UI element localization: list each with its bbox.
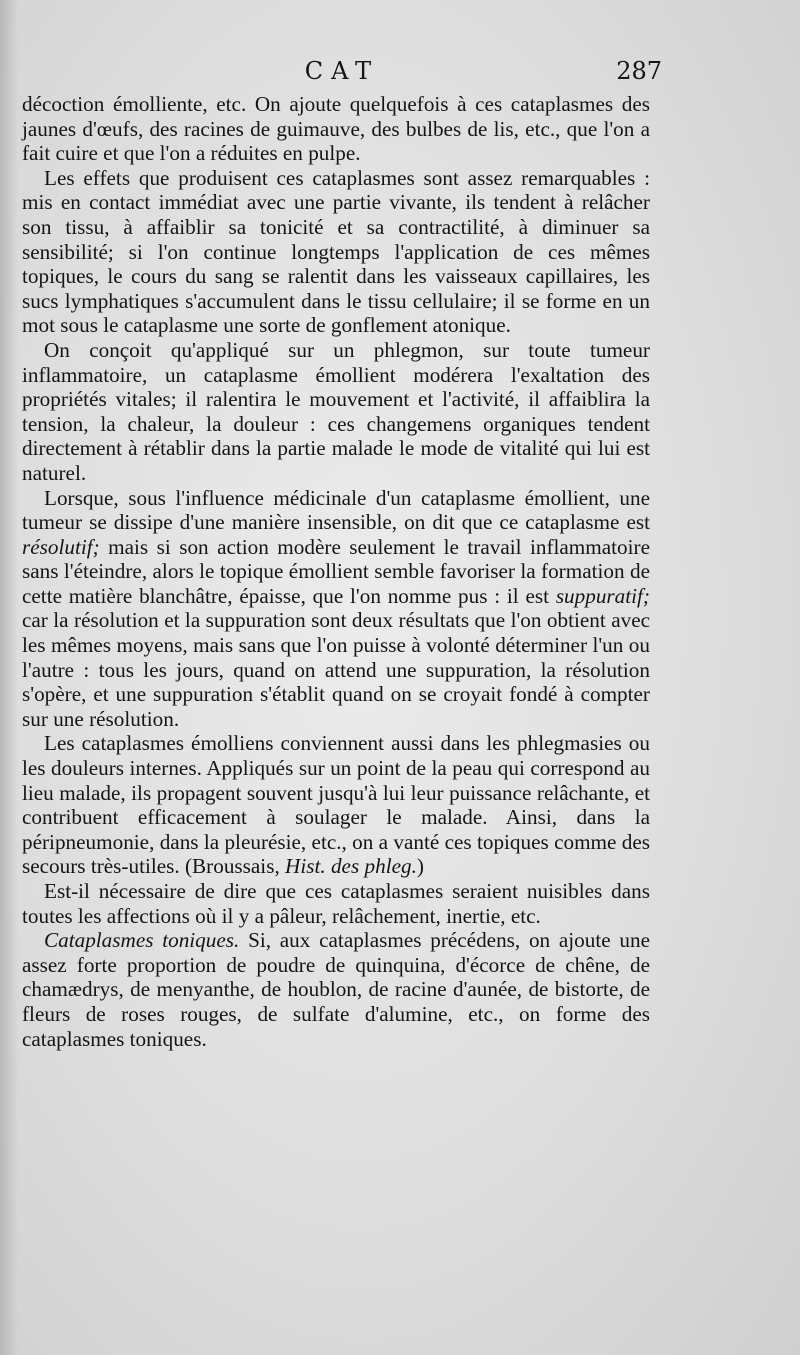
paragraph	[22, 928, 650, 1051]
paragraph	[22, 486, 650, 732]
paragraph	[22, 92, 650, 166]
paragraph	[22, 879, 650, 928]
italic-text: suppuratif;	[555, 583, 650, 608]
gutter-shadow	[0, 0, 18, 1355]
text-segment: Les cataplasmes émolliens conviennent aussi dans les phlegmasies ou les douleurs internes. Appliqués sur un point de la peau qui correspond au lieu malade, ils propagent souvent jusqu'à lui leur puissance relâchante, et contribuent efficacement à soulager le malade. Ainsi, dans la péripneumonie, dans la pleurésie, etc., on a vanté ces topiques comme des secours très-utiles. (Broussais,	[22, 731, 650, 879]
text-segment: Les effets que produisent ces cataplasmes sont assez remarquables : mis en contact immédiat avec une partie vivante, ils tendent à relâcher son tissu, à affaiblir sa tonicité et sa contractilité, à diminuer sa sensibilité; si l'on continue longtemps l'application de ces mêmes topiques, le cours du sang se ralentit dans les vaisseaux capillaires, les sucs lymphatiques s'accumulent dans le tissu cellulaire; il se forme en un mot sous le cataplasme une sorte de gonflement atonique.	[22, 165, 650, 338]
text-segment: car la résolution et la suppuration sont deux résultats que l'on obtient avec les mêmes moyens, mais sans que l'on puisse à volonté déterminer l'un ou l'autre : tous les jours, quand on attend une suppuration, la résolution s'opère, et une suppuration s'établit quand on se croyait fondé à compter sur une résolution.	[22, 608, 650, 731]
italic-text: Hist. des phleg.	[285, 854, 417, 879]
text-segment: décoction émolliente, etc. On ajoute quelquefois à ces cataplasmes des jaunes d'œufs, des racines de guimauve, des bulbes de lis, etc., que l'on a fait cuire et que l'on a réduites en pulpe.	[22, 92, 650, 166]
text-segment: Est-il nécessaire de dire que ces cataplasmes seraient nuisibles dans toutes les affections où il y a pâleur, relâchement, inertie, etc.	[22, 879, 650, 928]
text-segment: mais si son action modère seulement le travail inflammatoire sans l'éteindre, alors le topique émollient semble favoriser la formation de cette matière blanchâtre, épaisse, que l'on nomme pus : il est	[22, 534, 650, 608]
text-segment: Lorsque, sous l'influence médicinale d'un cataplasme émollient, une tumeur se dissipe d'une manière insensible, on dit que ce cataplasme est	[22, 485, 650, 535]
text-segment: )	[416, 854, 424, 879]
italic-text: résolutif;	[22, 534, 100, 559]
text-segment: On conçoit qu'appliqué sur un phlegmon, sur toute tumeur inflammatoire, un cataplasme émollient modérera l'exaltation des propriétés vitales; il ralentira le mouvement et l'activité, il affaiblira la tension, la chaleur, la douleur : ces changemens organiques tendent directement à rétablir dans la partie malade le mode de vitalité qui lui est naturel.	[22, 337, 650, 485]
paragraph	[22, 166, 650, 338]
body-text	[22, 92, 650, 1051]
running-title: CAT	[304, 57, 380, 85]
italic-text: Cataplasmes toniques.	[44, 928, 240, 953]
paragraph	[22, 731, 650, 879]
running-head	[22, 56, 662, 92]
page-number: 287	[616, 57, 662, 85]
paragraph	[22, 338, 650, 486]
text-segment: Si, aux cataplasmes précédens, on ajoute une assez forte proportion de poudre de quinquina, d'écorce de chêne, de chamædrys, de menyanthe, de houblon, de racine d'aunée, de bistorte, de fleurs de roses rouges, de sulfate d'alumine, etc., on forme des cataplasmes toniques.	[22, 928, 650, 1051]
